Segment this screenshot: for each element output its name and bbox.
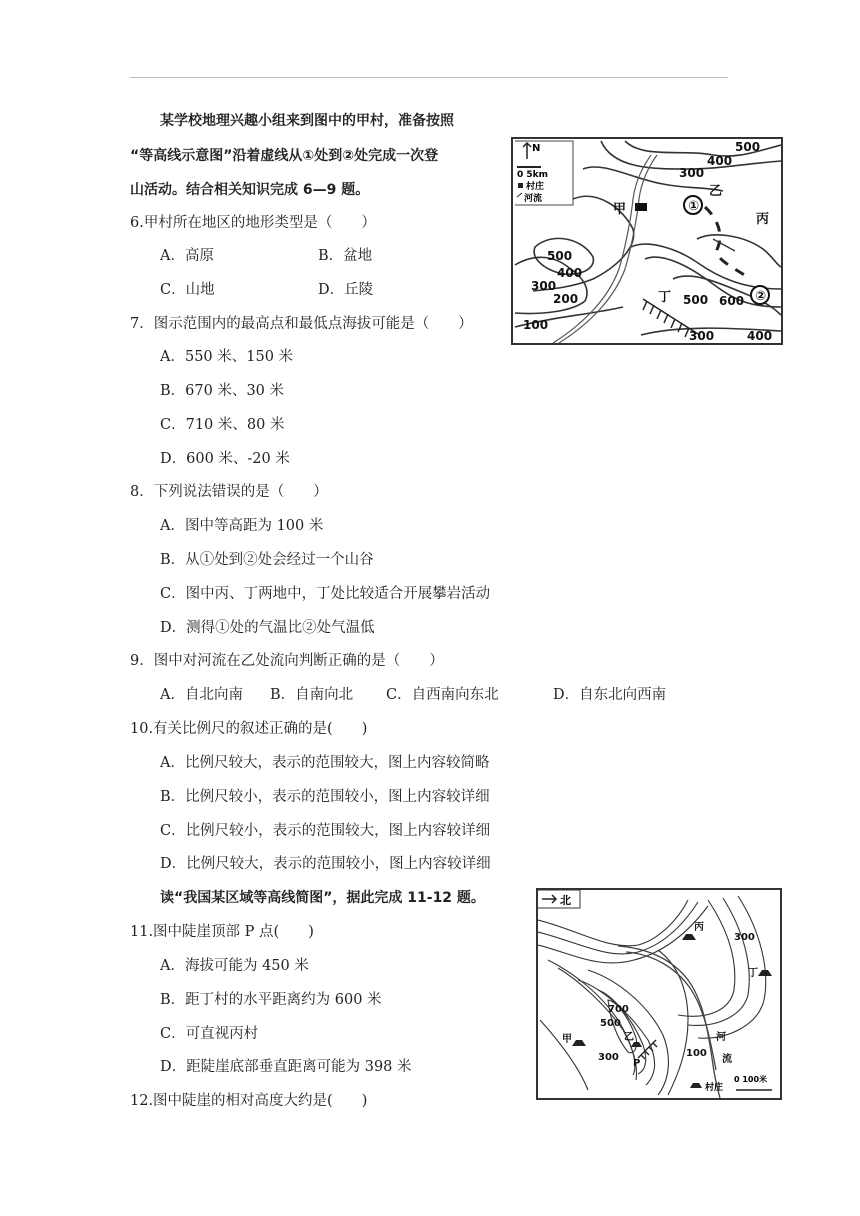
- svg-text:500: 500: [547, 249, 573, 263]
- q11-stem: 11.图中陡崖顶部 P 点( ): [130, 924, 314, 940]
- svg-text:400: 400: [747, 329, 773, 343]
- q11-option-c[interactable]: C．可直视丙村: [160, 1026, 259, 1042]
- svg-text:100: 100: [523, 318, 549, 332]
- q9-option-c[interactable]: C．自西南向东北: [386, 687, 499, 703]
- q9-stem: 9．图中对河流在乙处流向判断正确的是（ ）: [130, 653, 444, 669]
- svg-text:②: ②: [755, 289, 767, 304]
- q11-option-a[interactable]: A．海拔可能为 450 米: [160, 958, 309, 974]
- svg-text:100: 100: [686, 1048, 707, 1059]
- svg-text:0 5km: 0 5km: [517, 170, 549, 180]
- svg-text:乙: 乙: [709, 184, 723, 199]
- q8-option-d[interactable]: D．测得①处的气温比②处气温低: [160, 620, 375, 636]
- contour-map-2: [536, 888, 782, 1100]
- q7-stem: 7．图示范围内的最高点和最低点海拔可能是（ ）: [130, 316, 473, 332]
- q7-option-a[interactable]: A．550 米、150 米: [160, 349, 294, 365]
- map2-contours: [538, 896, 766, 1095]
- svg-text:0 100米: 0 100米: [734, 1075, 768, 1084]
- q6-option-d[interactable]: D．丘陵: [318, 282, 374, 298]
- svg-text:300: 300: [734, 932, 755, 943]
- svg-text:丙: 丙: [756, 212, 770, 227]
- intro-line-2: “等高线示意图”沿着虚线从①处到②处完成一次登: [130, 148, 439, 164]
- q10-option-d[interactable]: D．比例尺较大，表示的范围较小，图上内容较详细: [160, 856, 491, 872]
- q11-option-b[interactable]: B．距丁村的水平距离约为 600 米: [160, 992, 382, 1008]
- q6-stem: 6.甲村所在地区的地形类型是（ ）: [130, 215, 376, 231]
- svg-text:N: N: [532, 143, 541, 154]
- svg-text:村庄: 村庄: [705, 1083, 724, 1093]
- intro-line-3: 山活动。结合相关知识完成 6—9 题。: [130, 182, 370, 198]
- svg-text:P: P: [633, 1058, 641, 1069]
- svg-text:丁: 丁: [658, 290, 672, 305]
- svg-text:河: 河: [716, 1032, 726, 1043]
- q10-option-a[interactable]: A．比例尺较大，表示的范围较大，图上内容较简略: [160, 755, 490, 771]
- q9-option-d[interactable]: D．自东北向西南: [553, 687, 667, 703]
- north-arrow-icon: [542, 895, 556, 903]
- intro-2: 读“我国某区域等高线简图”，据此完成 11-12 题。: [160, 890, 485, 906]
- svg-text:300: 300: [679, 166, 705, 180]
- q9-option-b[interactable]: B．自南向北: [270, 687, 354, 703]
- svg-text:500: 500: [600, 1018, 621, 1029]
- map2-north: [538, 890, 580, 908]
- river-icon: [517, 193, 522, 197]
- q10-option-b[interactable]: B．比例尺较小，表示的范围较小，图上内容较详细: [160, 789, 490, 805]
- svg-text:400: 400: [707, 154, 733, 168]
- map2-river: [618, 946, 720, 1098]
- q8-option-b[interactable]: B．从①处到②处会经过一个山谷: [160, 552, 374, 568]
- q7-option-b[interactable]: B．670 米、30 米: [160, 383, 285, 399]
- q7-option-c[interactable]: C．710 米、80 米: [160, 417, 285, 433]
- q9-option-a[interactable]: A．自北向南: [160, 687, 243, 703]
- svg-text:500: 500: [683, 293, 709, 307]
- top-rule: [130, 77, 728, 78]
- q8-stem: 8．下列说法错误的是（ ）: [130, 484, 328, 500]
- svg-text:村庄: 村庄: [526, 182, 545, 192]
- village-jia-marker: [635, 203, 647, 211]
- q11-option-d[interactable]: D．距陡崖底部垂直距离可能为 398 米: [160, 1059, 412, 1075]
- svg-text:流: 流: [722, 1054, 732, 1065]
- svg-text:400: 400: [557, 266, 583, 280]
- q10-stem: 10.有关比例尺的叙述正确的是( ): [130, 721, 368, 737]
- svg-text:河流: 河流: [524, 194, 543, 204]
- svg-text:丁: 丁: [748, 968, 758, 979]
- village-icon: [518, 183, 523, 188]
- svg-text:500: 500: [735, 140, 761, 154]
- q10-option-c[interactable]: C．比例尺较小，表示的范围较大，图上内容较详细: [160, 823, 491, 839]
- svg-text:丙: 丙: [694, 922, 704, 933]
- svg-text:200: 200: [553, 292, 579, 306]
- map2-legend: [690, 1074, 772, 1093]
- svg-text:600: 600: [719, 294, 745, 308]
- q12-stem: 12.图中陡崖的相对高度大约是( ): [130, 1093, 368, 1109]
- route-dashed-line: [705, 207, 751, 279]
- village-icon: [690, 1083, 702, 1088]
- intro-line-1: 某学校地理兴趣小组来到图中的甲村，准备按照: [160, 113, 454, 129]
- svg-text:甲: 甲: [562, 1034, 572, 1045]
- svg-text:乙: 乙: [624, 1032, 634, 1043]
- contour-map-1: [511, 137, 783, 345]
- q6-option-a[interactable]: A．高原: [160, 248, 214, 264]
- svg-text:300: 300: [531, 279, 557, 293]
- q6-option-c[interactable]: C．山地: [160, 282, 215, 298]
- map1-legend: [515, 141, 573, 205]
- q7-option-d[interactable]: D．600 米、-20 米: [160, 451, 290, 467]
- svg-text:①: ①: [688, 199, 700, 214]
- svg-text:300: 300: [689, 329, 715, 343]
- svg-text:甲: 甲: [613, 202, 627, 217]
- svg-text:700: 700: [608, 1004, 629, 1015]
- north-arrow-icon: [523, 143, 531, 159]
- svg-text:北: 北: [560, 894, 571, 907]
- q8-option-c[interactable]: C．图中丙、丁两地中，丁处比较适合开展攀岩活动: [160, 586, 491, 602]
- svg-text:300: 300: [598, 1052, 619, 1063]
- q8-option-a[interactable]: A．图中等高距为 100 米: [160, 518, 324, 534]
- q6-option-b[interactable]: B．盆地: [318, 248, 373, 264]
